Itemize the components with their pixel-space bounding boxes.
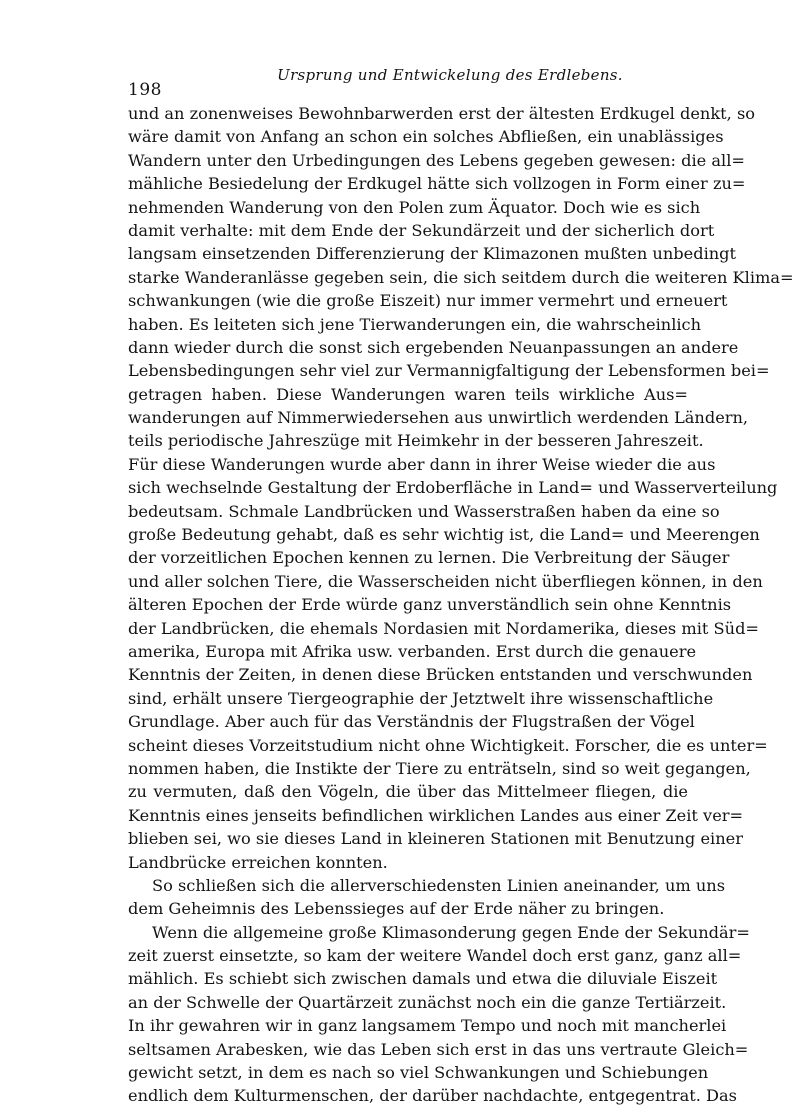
text-line: große Bedeutung gehabt, daß es sehr wichtig ist, die Land= und Meerengen bbox=[128, 525, 760, 545]
text-line: mähliche Besiedelung der Erdkugel hätte sich vollzogen in Form einer zu= bbox=[128, 174, 746, 194]
text-line: wanderungen auf Nimmerwiedersehen aus unwirtlich werdenden Ländern, bbox=[128, 408, 749, 428]
text-line: Wenn die allgemeine große Klimasonderung gegen Ende der Sekundär= bbox=[152, 922, 750, 942]
text-line: getragen haben. Diese Wanderungen waren teils wirkliche Aus= bbox=[128, 384, 688, 404]
text-line: an der Schwelle der Quartärzeit zunächst noch ein die ganze Tertiärzeit. bbox=[128, 992, 727, 1012]
text-line: mählich. Es schiebt sich zwischen damals und etwa die diluviale Eiszeit bbox=[128, 969, 718, 989]
text-line: zeit zuerst einsetzte, so kam der weitere Wandel doch erst ganz, ganz all= bbox=[128, 946, 742, 966]
text-line: In ihr gewahren wir in ganz langsamem Tempo und noch mit mancherlei bbox=[128, 1016, 727, 1036]
text-line: wäre damit von Anfang an schon ein solches Abfließen, ein unablässiges bbox=[128, 127, 724, 147]
text-line: Für diese Wanderungen wurde aber dann in ihrer Weise wieder die aus bbox=[128, 454, 716, 474]
text-line: amerika, Europa mit Afrika usw. verbanden. Erst durch die genauere bbox=[128, 641, 697, 661]
text-line: teils periodische Jahreszüge mit Heimkehr in der besseren Jahreszeit. bbox=[128, 431, 704, 451]
text-line: nommen haben, die Instikte der Tiere zu enträtseln, sind so weit gegangen, bbox=[128, 758, 751, 778]
text-line: dem Geheimnis des Lebenssieges auf der Erde näher zu bringen. bbox=[128, 899, 665, 919]
text-line: Kenntnis der Zeiten, in denen diese Brücken entstanden und verschwunden bbox=[128, 665, 753, 685]
text-line: sich wechselnde Gestaltung der Erdoberfläche in Land= und Wasserverteilung bbox=[128, 478, 778, 498]
text-line: gewicht setzt, in dem es nach so viel Schwankungen und Schiebungen bbox=[128, 1063, 709, 1083]
text-line: der vorzeitlichen Epochen kennen zu lernen. Die Verbreitung der Säuger bbox=[128, 548, 730, 568]
text-line: älteren Epochen der Erde würde ganz unverständlich sein ohne Kenntnis bbox=[128, 595, 732, 615]
text-line: bedeutsam. Schmale Landbrücken und Wasserstraßen haben da eine so bbox=[128, 501, 720, 521]
text-line: Lebensbedingungen sehr viel zur Vermannigfaltigung der Lebensformen bei= bbox=[128, 361, 770, 381]
text-line: seltsamen Arabesken, wie das Leben sich erst in das uns vertraute Gleich= bbox=[128, 1039, 749, 1059]
text-line: dann wieder durch die sonst sich ergebenden Neuanpassungen an andere bbox=[128, 337, 739, 357]
page-number: 198 bbox=[128, 80, 162, 100]
text-line: Grundlage. Aber auch für das Verständnis der Flugstraßen der Vögel bbox=[128, 712, 695, 732]
text-line: der Landbrücken, die ehemals Nordasien mit Nordamerika, dieses mit Süd= bbox=[128, 618, 759, 638]
text-line: und aller solchen Tiere, die Wasserscheiden nicht überfliegen können, in den bbox=[128, 571, 763, 591]
text-line: starke Wanderanlässe gegeben sein, die sich seitdem durch die weiteren Klima= bbox=[128, 267, 794, 287]
text-line: zu vermuten, daß den Vögeln, die über das Mittelmeer fliegen, die bbox=[128, 782, 688, 802]
text-line: Kenntnis eines jenseits befindlichen wirklichen Landes aus einer Zeit ver= bbox=[128, 805, 744, 825]
text-line: schwankungen (wie die große Eiszeit) nur immer vermehrt und erneuert bbox=[128, 291, 728, 311]
text-line: endlich dem Kulturmenschen, der darüber nachdachte, entgegentrat. Das bbox=[128, 1086, 737, 1106]
running-head: Ursprung und Entwickelung des Erdlebens. bbox=[277, 66, 623, 84]
text-line: damit verhalte: mit dem Ende der Sekundärzeit und der sicherlich dort bbox=[128, 220, 715, 240]
text-line: nehmenden Wanderung von den Polen zum Äquator. Doch wie es sich bbox=[128, 197, 701, 217]
text-line: Landbrücke erreichen konnten. bbox=[128, 852, 388, 872]
body-text bbox=[128, 102, 794, 1108]
text-line: scheint dieses Vorzeitstudium nicht ohne Wichtigkeit. Forscher, die es unter= bbox=[128, 735, 768, 755]
text-line: blieben sei, wo sie dieses Land in kleineren Stationen mit Benutzung einer bbox=[128, 829, 743, 849]
text-line: und an zonenweises Bewohnbarwerden erst der ältesten Erdkugel denkt, so bbox=[128, 104, 756, 123]
text-line: haben. Es leiteten sich jene Tierwanderungen ein, die wahrscheinlich bbox=[128, 314, 702, 334]
text-line: sind, erhält unsere Tiergeographie der Jetztwelt ihre wissenschaftliche bbox=[128, 688, 714, 708]
text-line: langsam einsetzenden Differenzierung der Klimazonen mußten unbedingt bbox=[128, 244, 737, 264]
text-line: Wandern unter den Urbedingungen des Lebens gegeben gewesen: die all= bbox=[128, 150, 745, 170]
text-line: So schließen sich die allerverschiedensten Linien aneinander, um uns bbox=[152, 875, 726, 895]
